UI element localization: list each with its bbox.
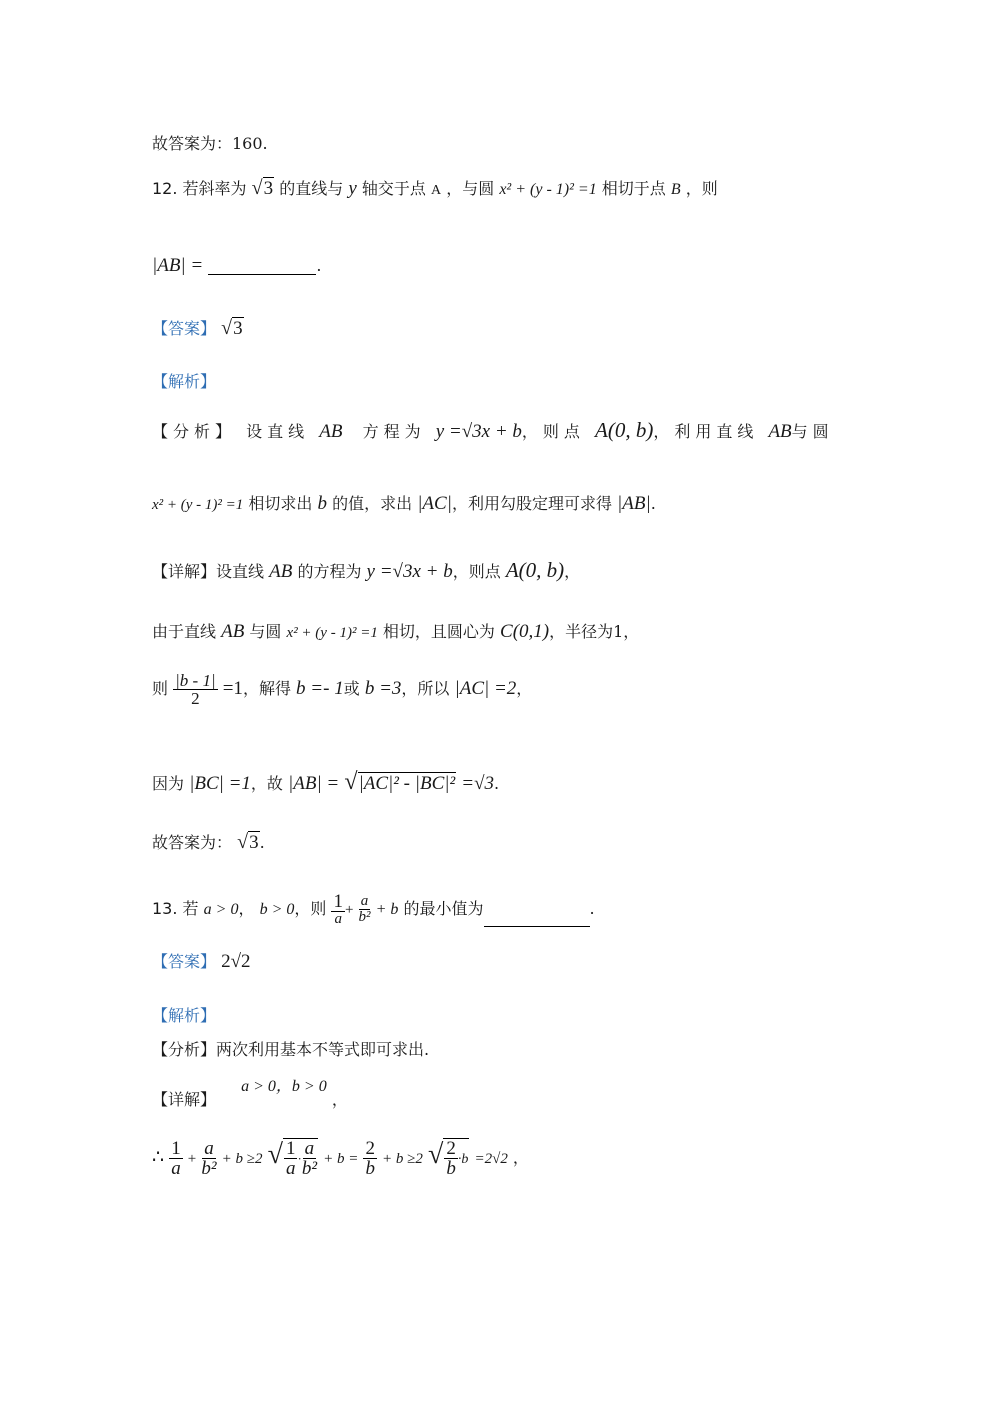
abs-ab: |AB| (617, 493, 651, 514)
text: 若斜率为 (182, 179, 247, 198)
text: 的方程为 (297, 562, 362, 581)
q12-line4 (152, 770, 499, 794)
q12-xiangjie (152, 560, 580, 581)
q13-derivation: ∴ $\frac{1}{a}$ + $\frac{a}{\text{b²}}$ + b ≥2 √ $\frac{1}{a}$ · $\frac{a}{\text{b²}}$ + b = $\frac{2}{b}$ + b ≥2 √ $\frac{2}{b}$ ·b =2√2 ， (152, 1138, 529, 1179)
q12-fenxi-cont (152, 494, 656, 513)
abs-bc-value: |BC| =1 (189, 773, 251, 794)
text: 轴交于点 (361, 179, 426, 198)
equals-one: =1 (222, 678, 243, 699)
line-equation: y =√3x + b (366, 561, 453, 582)
solution-1: b =- 1 (296, 678, 344, 699)
analysis-text: 两次利用基本不等式即可求出. (216, 1040, 430, 1059)
answer-tag: 【答案】 (152, 319, 217, 338)
text: 若 (182, 899, 199, 918)
text: ，半径为1， (549, 622, 640, 641)
text: ， (238, 899, 255, 918)
point-a-coord: A(0, b) (505, 558, 565, 582)
fraction: $\frac{a}{\text{b²}}$ (201, 1138, 217, 1179)
text: ，与圆 (446, 179, 495, 198)
radicand: |AC|² - |BC|² (358, 773, 456, 794)
circle-equation: x² + (y - 1)² =1 (499, 181, 597, 198)
fraction: $\frac{2}{b}$ (365, 1138, 375, 1179)
answer-value: √3 (221, 317, 243, 339)
ask-ab: |AB| = (152, 255, 204, 276)
q12-line2 (152, 622, 639, 641)
fraction (359, 894, 371, 925)
fraction: $\frac{1}{a}$ (171, 1138, 181, 1179)
text: ， (564, 562, 581, 581)
text: ，利用直线 (653, 422, 759, 441)
text: ，故 (250, 774, 283, 793)
radicand: 3 (233, 318, 243, 339)
text: 则 (152, 679, 169, 698)
circle-equation: x² + (y - 1)² =1 (152, 497, 244, 513)
text: 设直线 (216, 562, 265, 581)
question-13: 13. 若 a > 0， b > 0，则 $\frac{1}{a}$ + $\frac{a}{\text{b²}}$ + b 的最小值为 . (152, 891, 595, 927)
text: . (259, 833, 265, 852)
line-equation: y =√3x + b (435, 421, 522, 442)
point-a-coord: A(0, b) (595, 418, 654, 442)
solution-2: b =3 (364, 678, 402, 699)
q13-jiexi-tag: 【解析】 (152, 1006, 217, 1025)
text: 相切求出 (248, 494, 313, 513)
question-number: 13. (152, 899, 178, 918)
therefore-symbol: ∴ (152, 1147, 165, 1168)
text: . (589, 899, 595, 918)
text: . (650, 494, 656, 513)
radicand: 3 (249, 832, 259, 853)
text: 与圆 (249, 622, 282, 641)
answer-tag: 【答案】 (152, 952, 217, 971)
text: ，则 (294, 899, 327, 918)
fraction-numerator: 1 (333, 891, 343, 912)
q12-jiexi-tag: 【解析】 (152, 372, 217, 391)
line-ab: AB (319, 421, 343, 442)
text: 的值，求出 (332, 494, 413, 513)
prev-answer: 故答案为：160. (152, 134, 268, 153)
sqrt-expr: √ $\frac{1}{a}$ · $\frac{a}{\text{b²}}$ (267, 1138, 318, 1179)
var-y: y (348, 178, 357, 199)
sqrt-expr: √|AC|² - |BC|² (344, 769, 456, 795)
text: 因为 (152, 774, 185, 793)
text: ， (331, 1090, 348, 1109)
text: 由于直线 (152, 622, 217, 641)
text: ，则点 (452, 562, 501, 581)
fraction (331, 892, 345, 927)
text: 或 (343, 679, 360, 698)
inequality-part: + b ≥2 (382, 1151, 423, 1167)
q12-fenxi (152, 420, 834, 441)
fraction-denominator: a (334, 911, 342, 927)
circle-center: C(0,1) (500, 621, 550, 642)
q12-answer (152, 318, 244, 338)
text: ，则 (685, 179, 718, 198)
question-12 (152, 178, 718, 198)
fraction-numerator: a (360, 893, 369, 909)
condition-b: b > 0 (259, 901, 295, 918)
text: 设直线 (246, 422, 310, 441)
text: ， (512, 1148, 529, 1167)
point-a: A (430, 183, 442, 198)
fraction (173, 672, 218, 707)
inequality-part: + b ≥2 (221, 1151, 263, 1167)
fraction-numerator: |b - 1| (175, 671, 216, 690)
plus-b: + b (375, 901, 399, 918)
q13-answer (152, 952, 251, 971)
detail-tag: 【详解】 (152, 562, 217, 581)
line-ab: AB (269, 561, 293, 582)
detail-tag: 【详解】 (152, 1090, 217, 1109)
q12-final (152, 832, 265, 852)
text: . (494, 774, 500, 793)
fraction-denominator: b² (358, 909, 371, 925)
text: 的直线与 (279, 179, 344, 198)
text: 方程为 (362, 422, 426, 441)
text: 与圆 (791, 422, 834, 441)
circle-equation: x² + (y - 1)² =1 (286, 625, 378, 641)
text: 相切于点 (601, 179, 666, 198)
line-ab: AB (221, 621, 245, 642)
result: =√3 (461, 773, 495, 794)
abs-ac-value: |AC| =2 (454, 678, 517, 699)
question-number: 12. (152, 179, 178, 198)
q13-fenxi (152, 1042, 429, 1058)
final-value: √3 (237, 831, 259, 853)
line-ab: AB (768, 421, 792, 442)
question-12-ask (152, 252, 321, 275)
sqrt-expr: √3 (251, 177, 274, 199)
q12-line3 (152, 672, 532, 707)
abs-ac: |AC| (417, 493, 452, 514)
equality-part: + b = (323, 1151, 359, 1167)
final-result: =2√2 (474, 1151, 508, 1167)
answer-blank (208, 252, 316, 275)
analysis-tag: 【分析】 (152, 422, 237, 441)
var-b: b (317, 493, 327, 514)
conditions: a > 0，b > 0 (241, 1078, 327, 1095)
text: . (316, 256, 322, 275)
fraction-denominator: 2 (191, 689, 200, 708)
text: ，所以 (401, 679, 450, 698)
text: 相切，且圆心为 (382, 622, 495, 641)
q13-xiangjie (152, 1078, 348, 1109)
analysis-tag: 【分析】 (152, 1040, 217, 1059)
text: 的最小值为 (403, 899, 484, 918)
text: ，解得 (242, 679, 291, 698)
condition-a: a > 0 (203, 901, 239, 918)
answer-value: 2√2 (221, 951, 251, 972)
abs-ab: |AB| = (288, 773, 340, 794)
text: ， (516, 679, 533, 698)
point-b: B (670, 181, 681, 198)
text: ，则点 (521, 422, 585, 441)
radicand: 3 (263, 178, 274, 199)
text: 故答案为： (152, 833, 233, 852)
answer-blank (484, 906, 590, 927)
sqrt-expr: √ $\frac{2}{b}$ ·b (428, 1138, 469, 1179)
text: ，利用勾股定理可求得 (451, 494, 612, 513)
